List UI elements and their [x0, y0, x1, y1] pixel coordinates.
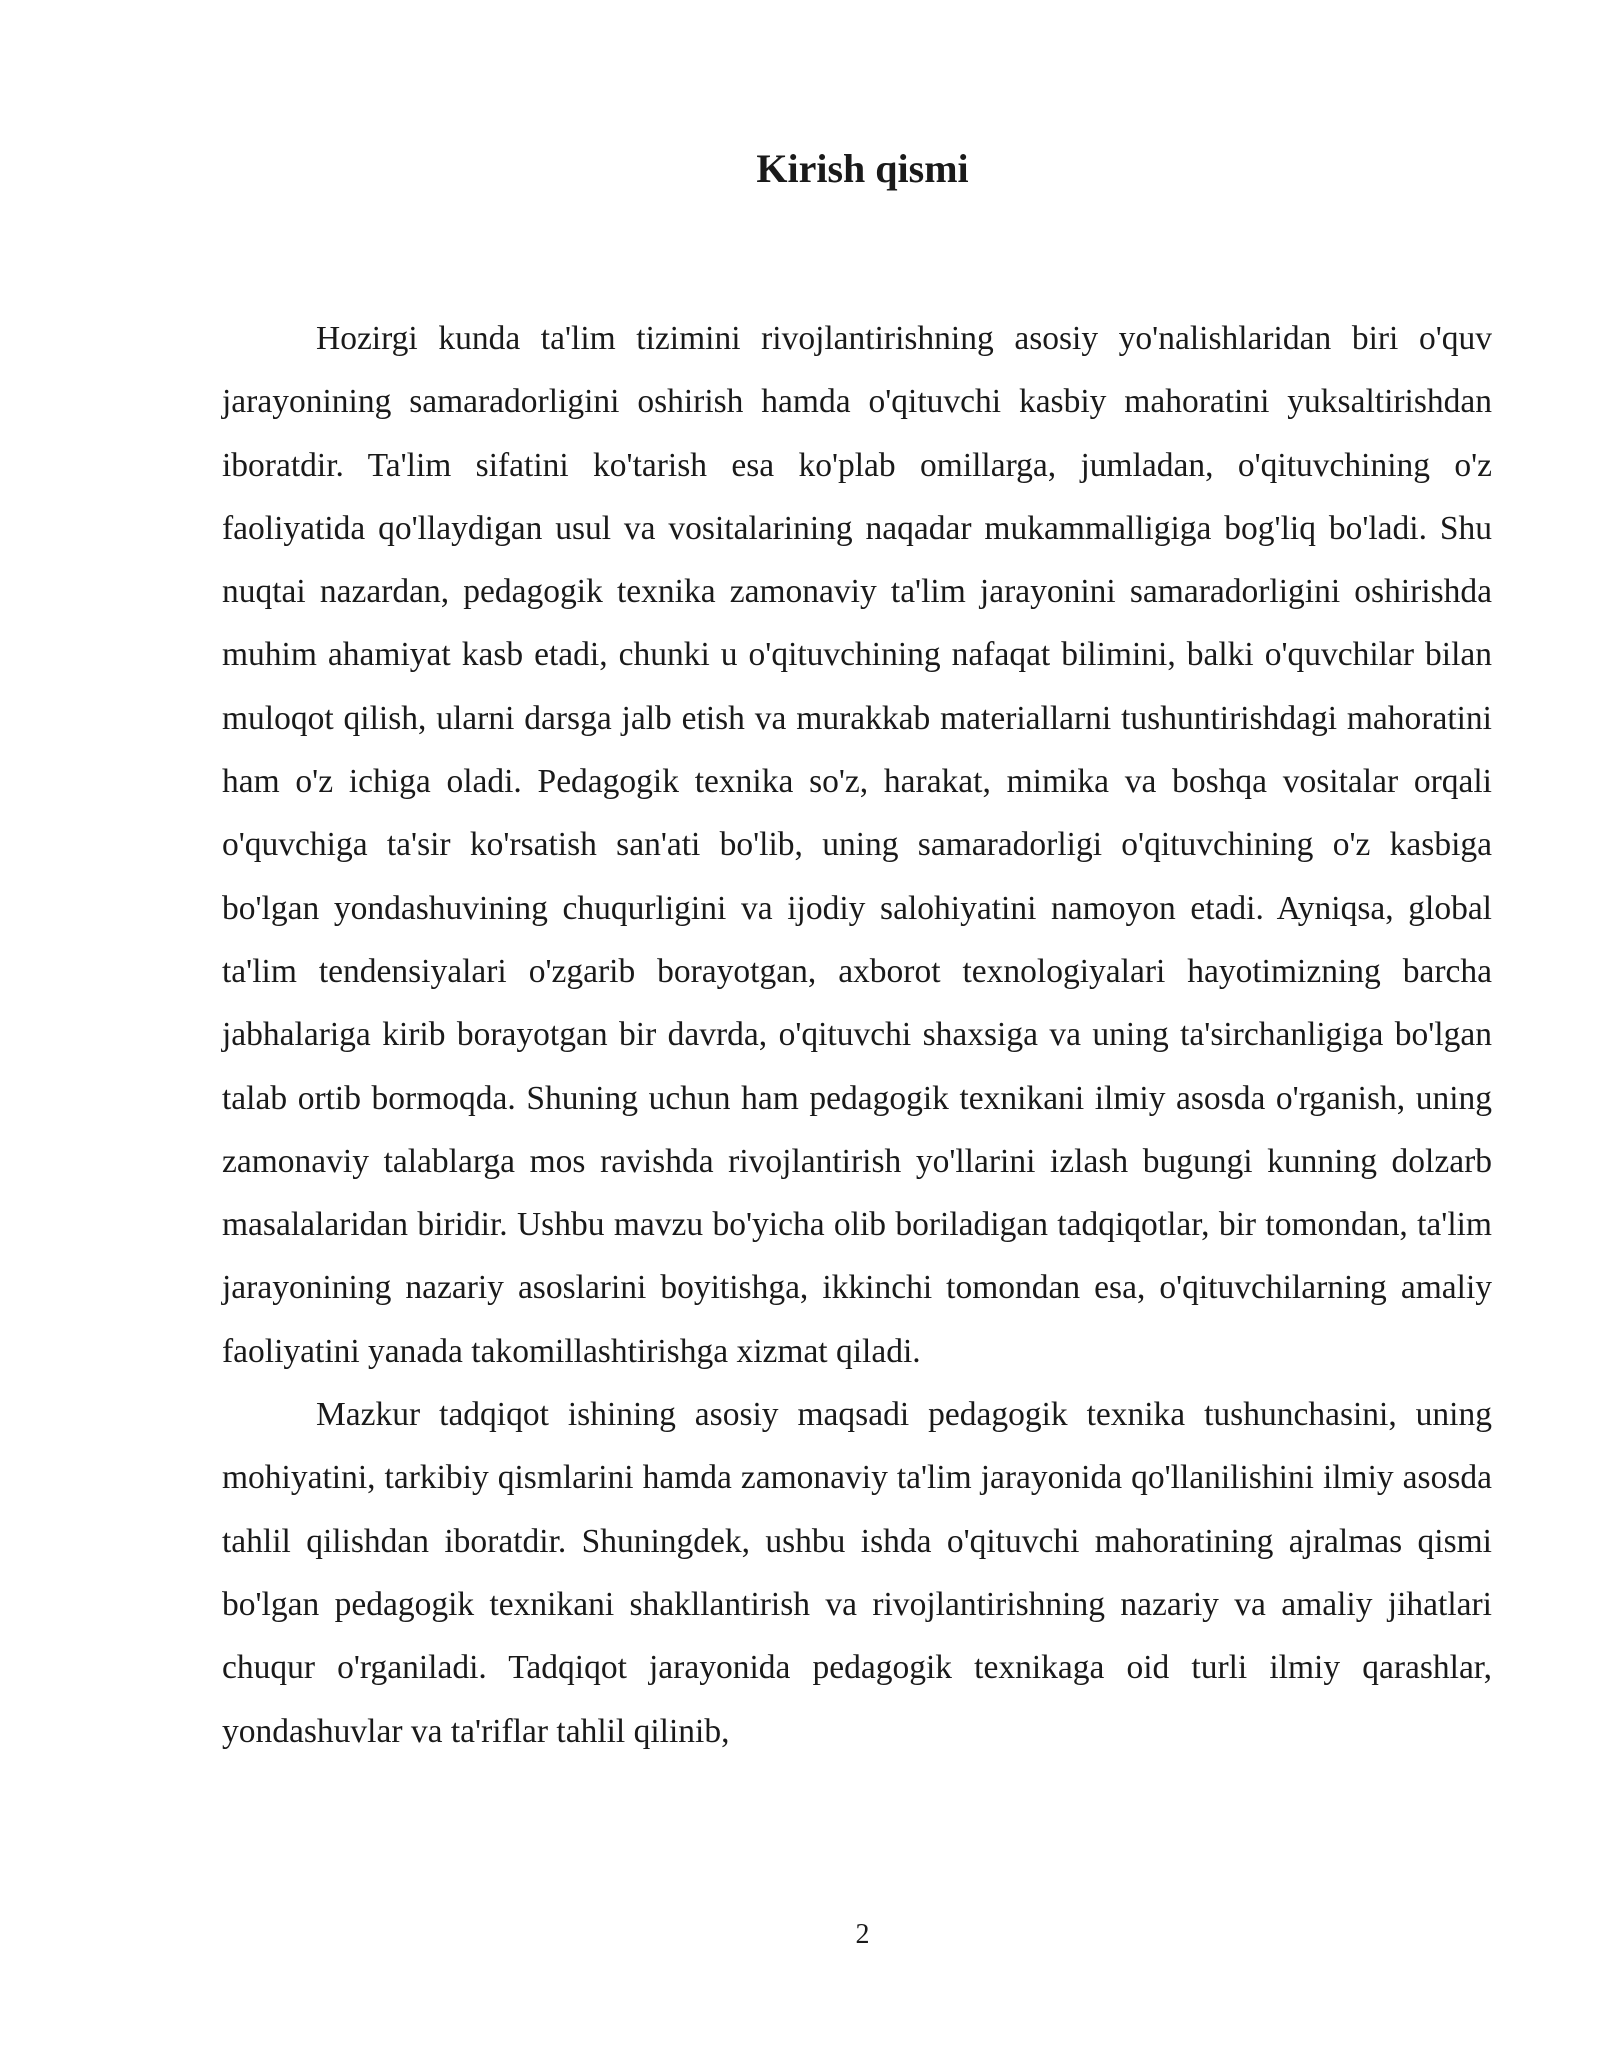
section-title: Kirish qismi: [756, 146, 969, 191]
page-number: 2: [855, 1919, 870, 1950]
paragraph-2: Mazkur tadqiqot ishining asosiy maqsadi pedagogik texnika tushunchasini, uning mohiyatini, tarkibiy qismlarini hamda zamonaviy ta'lim jarayonida qo'llanilishini ilmiy asosda tahlil qilishdan iboratdir. Shuningdek, ushbu ishda o'qituvchi mahoratining ajralmas qismi bo'lgan pedagogik texnikani shakllantirish va rivojlantirishning nazariy va amaliy jihatlari chuqur o'rganiladi. Tadqiqot jarayonida pedagogik texnikaga oid turli ilmiy qarashlar, yondashuvlar va ta'riflar tahlil qilinib,: [222, 1396, 1492, 1750]
paragraph-1: Hozirgi kunda ta'lim tizimini rivojlantirishning asosiy yo'nalishlaridan biri o'quv jarayonining samaradorligini oshirish hamda o'qituvchi kasbiy mahoratini yuksaltirishdan iboratdir. Ta'lim sifatini ko'tarish esa ko'plab omillarga, jumladan, o'qituvchining o'z faoliyatida qo'llaydigan usul va vositalarining naqadar mukammalligiga bog'liq bo'ladi. Shu nuqtai nazardan, pedagogik texnika zamonaviy ta'lim jarayonini samaradorligini oshirishda muhim ahamiyat kasb etadi, chunki u o'qituvchining nafaqat bilimini, balki o'quvchilar bilan muloqot qilish, ularni darsga jalb etish va murakkab materiallarni tushuntirishdagi mahoratini ham o'z ichiga oladi. Pedagogik texnika so'z, harakat, mimika va boshqa vositalar orqali o'quvchiga ta'sir ko'rsatish san'ati bo'lib, uning samaradorligi o'qituvchining o'z kasbiga bo'lgan yondashuvining chuqurligini va ijodiy salohiyatini namoyon etadi. Ayniqsa, global ta'lim tendensiyalari o'zgarib borayotgan, axborot texnologiyalari hayotimizning barcha jabhalariga kirib borayotgan bir davrda, o'qituvchi shaxsiga va uning ta'sirchanligiga bo'lgan talab ortib bormoqda. Shuning uchun ham pedagogik texnikani ilmiy asosda o'rganish, uning zamonaviy talablarga mos ravishda rivojlantirish yo'llarini izlash bugungi kunning dolzarb masalalaridan biridir. Ushbu mavzu bo'yicha olib boriladigan tadqiqotlar, bir tomondan, ta'lim jarayonining nazariy asoslarini boyitishga, ikkinchi tomondan esa, o'qituvchilarning amaliy faoliyatini yanada takomillashtirishga xizmat qiladi.: [222, 320, 1492, 1370]
body-text: [222, 307, 1492, 1763]
